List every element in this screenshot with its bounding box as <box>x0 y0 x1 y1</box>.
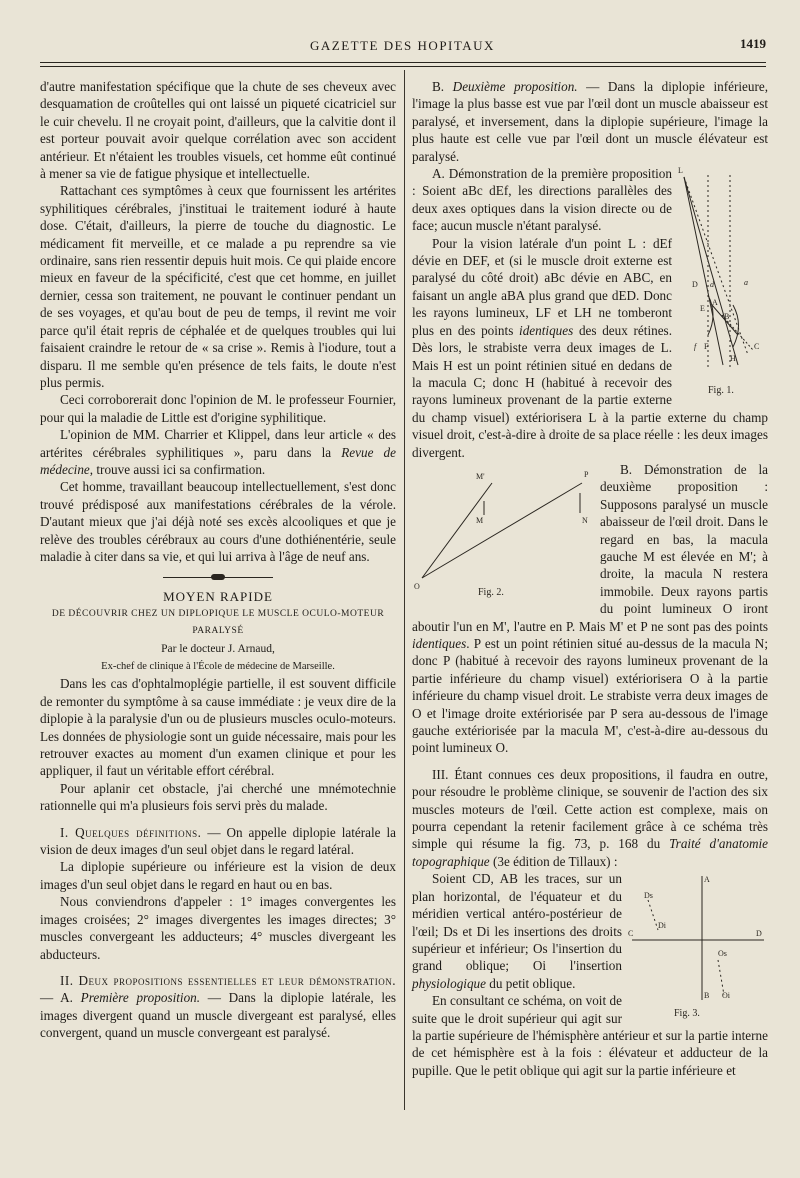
paragraph: II. Deux propositions essentielles et leur démonstration. — A. Première proposition. — Dans la diplopie latérale, les images divergent quand un muscle divergeant est paralysé, elles convergent, quand un muscle convergeant est paralysé. <box>40 972 396 1041</box>
figure-2 <box>412 463 592 607</box>
svg-text:D: D <box>756 929 762 939</box>
svg-text:Di: Di <box>658 921 666 931</box>
svg-text:F: F <box>704 342 709 352</box>
paragraph: B. Démonstration de la deuxième proposition : Supposons paralysé un muscle abaisseur de l'œil droit. Dans le regard en bas, la macula gauche M est élevée en M'; à droite, la macula N restera immobile. Deux rayons partis du point lumineux O iront aboutir l'un en M', l'autre en P. Mais M' et P ne sont pas des points identiques. P est un point rétinien situé au-dessus de la macula N; donc P (habitué à recevoir des rayons lumineux provenant de la partie inférieure du champ visuel) extériorisera O à la partie inférieure du champ visuel droit. Le strabiste verra deux images de O et l'image droite extériorisée par P sera au-dessous de l'image gauche extériorisée par la macula M', c'est-à-dire au-dessous du point lumineux O. <box>412 461 768 756</box>
figure-3-caption: Fig. 3. <box>674 1008 700 1020</box>
article-subtitle: DE DÉCOUVRIR CHEZ UN DIPLOPIQUE LE MUSCLE OCULO-MOTEUR PARALYSÉ <box>51 608 385 637</box>
svg-text:A: A <box>704 875 710 885</box>
section-separator <box>163 577 273 578</box>
paragraph: Pour aplanir cet obstacle, j'ai cherché une mnémotechnie rationnelle qui m'a plusieurs fois servi près du malade. <box>40 780 396 814</box>
paragraph: Cet homme, travaillant beaucoup intellectuellement, s'est donc trouvé prédisposé aux manifestations cérébrales de la vérole. D'autant mieux que j'ai déjà noté ses excès alcooliques et que je relève des troubles cérébraux au cours d'une dothiénentérie, seule maladie à citer dans sa vie, et qui lui arriva à l'âge de neuf ans. <box>40 479 396 564</box>
svg-text:C: C <box>754 342 760 352</box>
svg-text:C: C <box>628 929 634 939</box>
page-number: 1419 <box>740 36 766 51</box>
svg-text:Oi: Oi <box>722 991 730 1001</box>
svg-text:Os: Os <box>718 949 727 959</box>
svg-text:f: f <box>694 342 697 352</box>
paragraph: Rattachant ces symptômes à ceux que fournissent les artérites syphilitiques cérébrales, j'instituai le traitement ioduré à haute dose. C'était, d'ailleurs, la pierre de touche du diagnostic. Le médicament fit merveille, et ce malade a pu reprendre sa vie ordinaire, sans rien ressentir depuis huit mois. Ce qui plaide encore mieux en faveur de la spécificité, c'est que cet homme, en juillet dernier, cessa son traitement, ne pouvant le continuer pendant un de ses voyages, et qu'au bout de peu de temps, il revint me voir parce qu'il était repris de céphalée et de quelques troubles qui lui faisaient craindre le retour de « sa crise ». Remis à l'iodure, tout a disparu. Il me semble qu'en présence de tels faits, le doute n'est plus permis. <box>40 183 396 390</box>
svg-text:a: a <box>744 278 748 288</box>
paragraph: Dans les cas d'ophtalmoplégie partielle, il est souvent difficile de remonter du symptôme à sa cause immédiate : je veux dire de la diplopie à la paralysie d'un ou de plusieurs muscles oculo-moteurs. Les données de physiologie sont un guide nécessaire, mais pour les retrouver exactes au moment d'un examen clinique et pour les appliquer, il faut un véritable effort cérébral. <box>40 676 396 779</box>
svg-text:M': M' <box>476 471 485 481</box>
paragraph: La diplopie supérieure ou inférieure est la vision de deux images d'un seul objet dans le regard en haut ou en bas. <box>40 859 396 892</box>
right-column <box>412 78 768 1079</box>
svg-text:P: P <box>584 469 589 479</box>
paragraph: Pour la vision latérale d'un point L : dEf dévie en DEF, et (si le muscle droit externe est paralysé du côté droit) aBc dévie en ABC, en faisant un angle aBA plus grand que dED. Donc les rayons lumineux, LF et LH ne tomberont plus en des points identiques des deux rétines. Dès lors, le strabiste verra deux images de L. Mais H est un point rétinien situé en dedans de la macula C; donc H (habitué à recevoir des rayons lumineux provenant de la partie externe du champ visuel) extériorisera L à la partie externe du champ visuel droit, c'est-à-dire à droite de sa place réelle : les deux images divergent. <box>412 235 768 460</box>
svg-text:D: D <box>692 280 698 290</box>
paragraph: d'autre manifestation spécifique que la chute de ses cheveux avec desquamation de croûtelles qui ont laissé un piqueté cicatriciel sur le cuir chevelu. Il ne croyait point, d'ailleurs, que la calvitie dont il est porteur pouvait avoir quelque corrélation avec son accident antérieur. Et n'étaient les troubles visuels, cet homme eût continué à mener sa vie de fatigue physique et intellectuelle. <box>40 79 396 182</box>
paragraph: En consultant ce schéma, on voit de suite que le droit supérieur qui agit sur la partie supérieure de l'hémisphère antérieur et sur la partie interne de cet hémisphère est à la fois : élévateur et adducteur de la pupille. Que le petit oblique qui agit sur la partie inférieure et <box>412 993 768 1078</box>
left-column <box>40 78 396 1042</box>
paragraph: B. Deuxième proposition. — Dans la diplopie inférieure, l'image la plus basse est vue par l'œil dont un muscle abaisseur est paralysé, et inversement, dans la diplopie supérieure, l'image la plus haute est celle vue par l'œil dont un muscle élévateur est paralysé. <box>412 79 769 164</box>
figure-1 <box>678 165 768 401</box>
section-heading: I. Quelques définitions. <box>60 824 202 840</box>
header-rule <box>40 62 766 63</box>
paragraph: I. Quelques définitions. — On appelle diplopie latérale la vision de deux images d'un seul objet dans le regard latéral. <box>40 824 396 858</box>
svg-text:Ds: Ds <box>644 891 653 901</box>
journal-title: GAZETTE DES HOPITAUX <box>310 38 495 53</box>
figure-2-caption: Fig. 2. <box>478 586 504 598</box>
header-rule-thin <box>40 66 766 67</box>
figure-1-caption: Fig. 1. <box>708 385 734 397</box>
paragraph: III. Étant connues ces deux propositions, il faudra en outre, pour résoudre le problème clinique, se souvenir de l'action des six muscles moteurs de l'œil. Cette action est complexe, mais on pourra cependant la retenir facilement grâce à ce schéma très simple qui résume la fig. 73, p. 168 du Traité d'anatomie topographique (3e édition de Tillaux) : <box>412 766 768 869</box>
svg-text:A: A <box>712 298 718 308</box>
paragraph: L'opinion de MM. Charrier et Klippel, dans leur article « des artérites cérébrales syphilitiques », paru dans la Revue de médecine, trouve aussi ici sa confirmation. <box>40 427 397 477</box>
svg-text:E: E <box>700 304 705 314</box>
figure-2-diagram <box>412 463 592 603</box>
author-affiliation: Ex-chef de clinique à l'École de médecine de Marseille. <box>101 661 335 672</box>
svg-text:B: B <box>704 991 710 1001</box>
paragraph: Soient CD, AB les traces, sur un plan horizontal, de l'équateur et du méridien vertical antéro-postérieur de l'œil; Ds et Di les insertions des droits supérieur et inférieur; Os l'insertion du grand oblique; Oi l'insertion physiologique du petit oblique. <box>412 871 622 991</box>
svg-text:O: O <box>414 581 420 591</box>
paragraph: A. Démonstration de la première proposition : Soient aBc dEf, les directions parallèles des deux axes optiques dans la vision directe ou de face; aucun muscle n'étant paralysé. <box>412 166 672 234</box>
column-divider <box>404 70 405 1110</box>
journal-reference: Revue de médecine <box>40 444 397 477</box>
svg-text:N: N <box>582 515 588 525</box>
svg-text:d: d <box>710 280 714 290</box>
paragraph: Ceci corroborerait donc l'opinion de M. le professeur Fournier, pour qui la maladie de Little est d'origine syphilitique. <box>40 392 396 425</box>
page-header <box>40 36 766 60</box>
paragraph: Nous conviendrons d'appeler : 1° images convergentes les images croisées; 2° images divergentes les images directes; 3° muscles convergeant les adducteurs; 4° muscles divergeant les abducteurs. <box>40 894 396 962</box>
article-author: Par le docteur J. Arnaud, <box>161 642 275 655</box>
figure-1-diagram <box>678 165 768 401</box>
article-title: MOYEN RAPIDE <box>163 589 273 605</box>
svg-text:H: H <box>730 354 736 364</box>
section-heading: II. Deux propositions essentielles et leur démonstration. <box>60 972 396 988</box>
svg-text:B: B <box>724 312 730 322</box>
svg-text:M: M <box>476 515 484 525</box>
figure-3 <box>628 870 768 1020</box>
figure-3-diagram <box>628 870 768 1020</box>
svg-text:L: L <box>678 166 683 176</box>
